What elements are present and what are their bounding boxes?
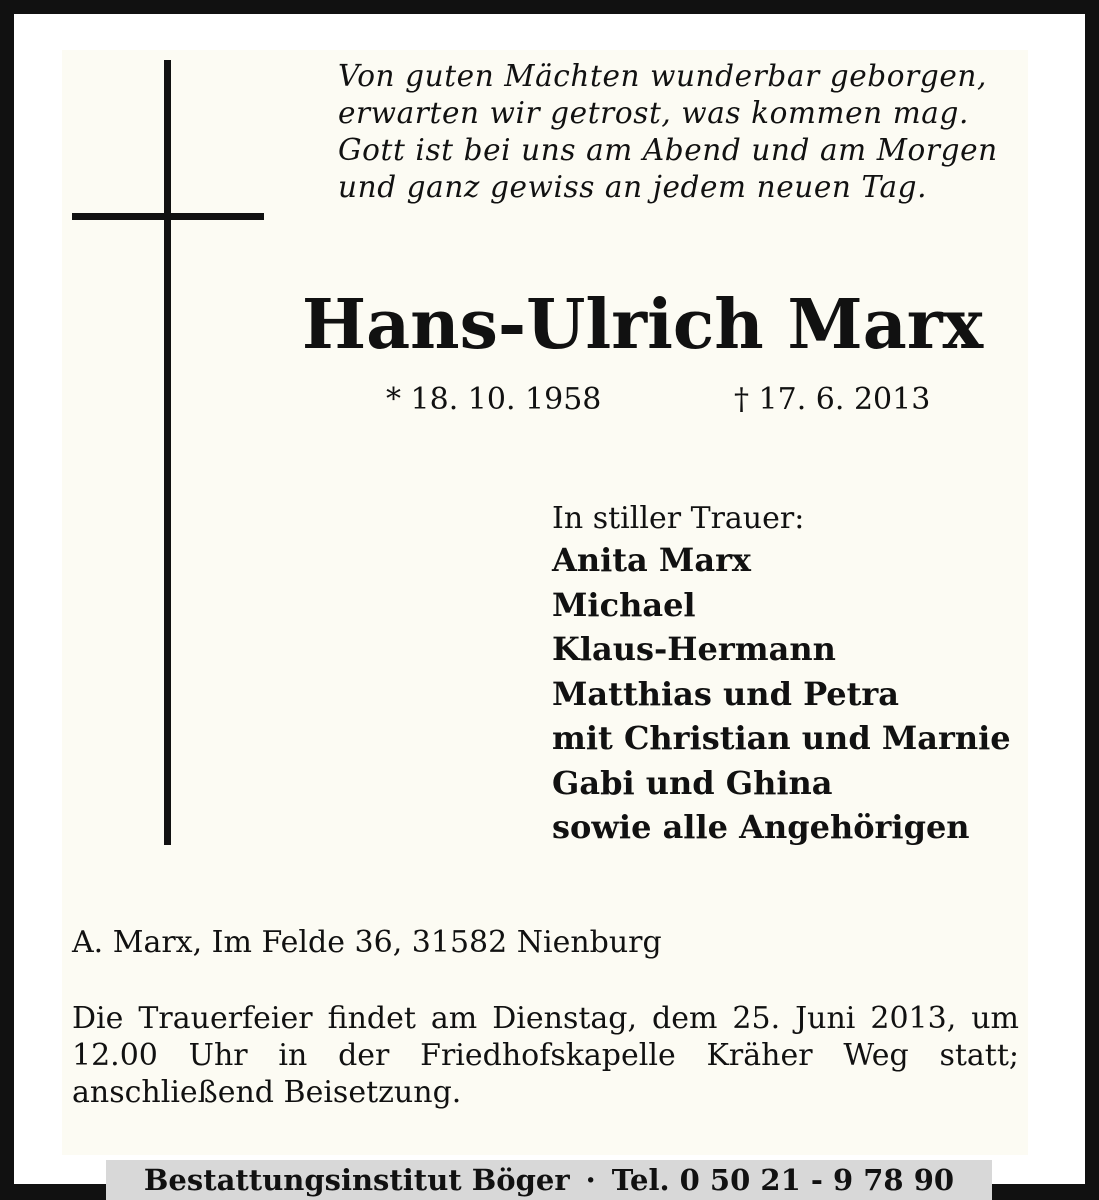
funeral-home-bar <box>106 1160 992 1200</box>
verse-line: Gott ist bei uns am Abend und am Morgen <box>338 133 998 167</box>
mourner-name: Klaus-Hermann <box>552 630 836 668</box>
deceased-name: Hans-Ulrich Marx <box>301 285 984 365</box>
verse <box>338 58 1028 206</box>
verse-line: und ganz gewiss an jedem neuen Tag. <box>338 170 928 204</box>
mourner-name: Anita Marx <box>552 541 751 579</box>
mourners-list <box>552 500 1022 850</box>
mourner-name: mit Christian und Marnie <box>552 719 1011 757</box>
mourner-name: Michael <box>552 585 696 624</box>
verse-line: Von guten Mächten wunderbar geborgen, <box>338 59 987 93</box>
funeral-home-name: Bestattungsinstitut Böger <box>143 1163 570 1197</box>
death-date: † 17. 6. 2013 <box>734 382 931 417</box>
cross-icon-crossbar <box>72 213 264 220</box>
cross-icon <box>164 60 171 845</box>
funeral-service-info: Die Trauerfeier findet am Dienstag, dem 25. Juni 2013, um 12.00 Uhr in der Friedhofskapelle Kräher Weg statt; anschließend Beisetzung. <box>72 1001 1019 1110</box>
verse-line: erwarten wir getrost, was kommen mag. <box>338 96 969 130</box>
mourner-name: Gabi und Ghina <box>552 763 833 802</box>
funeral-home-phone: Tel. 0 50 21 - 9 78 90 <box>611 1163 955 1197</box>
footer-separator: · <box>585 1163 596 1197</box>
mourners-intro: In stiller Trauer: <box>552 501 805 536</box>
family-address: A. Marx, Im Felde 36, 31582 Nienburg <box>72 925 662 960</box>
mourner-name: Matthias und Petra <box>552 674 900 713</box>
birth-date: * 18. 10. 1958 <box>386 382 602 417</box>
mourner-name: sowie alle Angehörigen <box>552 808 970 846</box>
